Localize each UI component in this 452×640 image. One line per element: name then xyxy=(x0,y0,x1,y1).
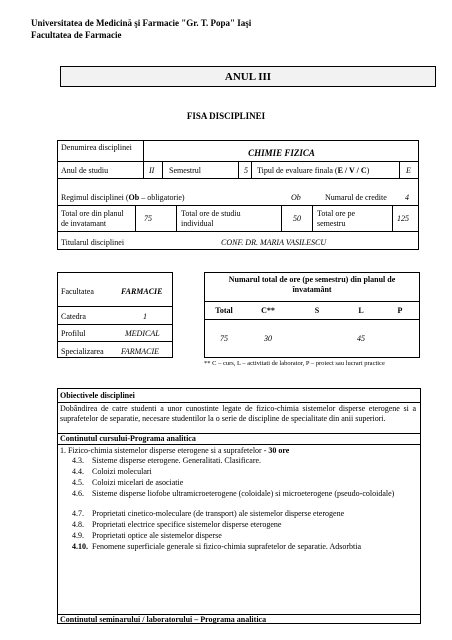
objectives-title: Obiectivele disciplinei xyxy=(60,391,135,400)
discipline-name: CHIMIE FIZICA xyxy=(248,148,315,158)
course-item xyxy=(72,489,416,499)
hours-table-title: Numarul total de ore (pe semestru) din planul de învatamânt xyxy=(228,275,396,294)
hours-table xyxy=(204,272,420,358)
course-item-text: Coloizi moleculari xyxy=(92,467,152,476)
objectives-text: Dobândirea de catre studenti a unor cunostinte legate de fizico-chimia sistemelor disperse eterogene si a suprafetelor de separatie, necesare studentilor la o serie de discipline de specialitate din anii superiori. xyxy=(60,404,416,423)
hours-semester-label: Total ore pe semestru xyxy=(317,209,356,228)
course-item-number: 4.5. xyxy=(72,478,84,487)
course-item-number: 4.9. xyxy=(72,531,84,540)
hours-value-1: 30 xyxy=(264,334,272,343)
discipline-table xyxy=(57,140,419,250)
profile-label: Profilul xyxy=(61,329,86,338)
regime-label: Regimul disciplinei (Ob – obligatorie) xyxy=(61,193,185,202)
hours-value-0: 75 xyxy=(220,334,228,343)
year-title: ANUL III xyxy=(224,71,272,83)
year-title-box xyxy=(60,66,436,87)
university-name: Universitatea de Medicină şi Farmacie "Gr. T. Popa" Iaşi xyxy=(31,18,252,28)
hours-header-2: S xyxy=(314,306,320,315)
study-year: II xyxy=(149,166,155,175)
course-item-number: 4.7. xyxy=(72,509,84,518)
seminar-title: Continutul seminarului / laboratorului – Programa analitica xyxy=(60,615,267,624)
content-box xyxy=(57,388,421,624)
evaluation-type: E xyxy=(406,166,411,175)
course-item-text: Proprietati electrice specifice sistemelor disperse eterogene xyxy=(92,520,282,529)
hours-individual: 50 xyxy=(293,214,301,223)
hours-plan: 75 xyxy=(144,214,152,223)
regime-value: Ob xyxy=(291,193,301,202)
semester-label: Semestrul xyxy=(169,166,201,175)
faculty-name: Facultatea de Farmacie xyxy=(31,30,122,40)
specialization-value: FARMACIE xyxy=(121,347,160,356)
course-chapter: 1. Fizico-chimia sistemelor disperse eterogene si a suprafetelor - 30 ore xyxy=(60,446,290,455)
profile-value: MEDICAL xyxy=(125,329,160,338)
course-item-number: 4.4. xyxy=(72,467,84,476)
course-title: Continutul cursului-Programa analitica xyxy=(60,434,196,443)
course-item-number: 4.10. xyxy=(72,542,88,551)
hours-value-2 xyxy=(293,333,341,335)
course-item xyxy=(72,542,416,552)
discipline-name-label: Denumirea disciplinei xyxy=(61,143,132,152)
course-item-number: 4.6. xyxy=(72,489,84,498)
course-item xyxy=(72,531,416,541)
course-item-text: Proprietati cinetico-moleculare (de transport) ale sistemelor disperse eterogene xyxy=(92,509,345,518)
course-item xyxy=(72,509,416,519)
holder-name: CONF. DR. MARIA VASILESCU xyxy=(221,238,327,247)
hours-header-3: L xyxy=(358,306,364,315)
department-value: 1 xyxy=(143,312,147,321)
faculty-info-table xyxy=(57,272,173,358)
faculty-value: FARMACIE xyxy=(121,287,163,296)
course-item-text: Sisteme disperse liofobe ultramicroeterogene (coloidale) si microeterogene (pseudo-coloidale) xyxy=(92,489,395,498)
hours-plan-label: Total ore din planul de invatamant xyxy=(61,209,124,228)
semester: 5 xyxy=(244,166,248,175)
hours-footnote: ** C – curs, L – activitati de laborator, P – proiect sau lucrari practice xyxy=(204,360,385,367)
specialization-label: Specializarea xyxy=(61,347,104,356)
credits-value: 4 xyxy=(405,193,409,202)
hours-value-4 xyxy=(381,333,419,335)
course-item xyxy=(72,456,416,466)
course-item xyxy=(72,478,416,488)
course-item-text: Proprietati optice ale sistemelor disperse xyxy=(92,531,222,540)
hours-individual-label: Total ore de studiu individual xyxy=(181,209,241,228)
faculty-label: Facultatea xyxy=(61,287,94,296)
department-label: Catedra xyxy=(61,312,86,321)
holder-label: Titularul disciplinei xyxy=(61,238,125,247)
hours-header-0: Total xyxy=(215,306,233,315)
hours-header-1: C** xyxy=(261,306,275,315)
course-item xyxy=(72,520,416,530)
hours-header-4: P xyxy=(397,306,403,315)
hours-semester: 125 xyxy=(397,214,409,223)
study-year-label: Anul de studiu xyxy=(61,166,109,175)
evaluation-label: Tipul de evaluare finala (E / V / C) xyxy=(257,166,370,175)
hours-value-3: 45 xyxy=(357,334,365,343)
course-item-text: Fenomene superficiale generale si fizico-chimia suprafetelor de separatie. Adsorbtia xyxy=(92,542,361,551)
sheet-title: FISA DISCIPLINEI xyxy=(186,111,266,121)
course-item-number: 4.8. xyxy=(72,520,84,529)
course-item-text: Sisteme disperse eterogene. Generalitati. Clasificare. xyxy=(92,456,262,465)
course-item-number: 4.3. xyxy=(72,456,84,465)
course-item-text: Coloizi micelari de asociatie xyxy=(92,478,184,487)
credits-label: Numarul de credite xyxy=(325,193,387,202)
course-item xyxy=(72,467,416,477)
